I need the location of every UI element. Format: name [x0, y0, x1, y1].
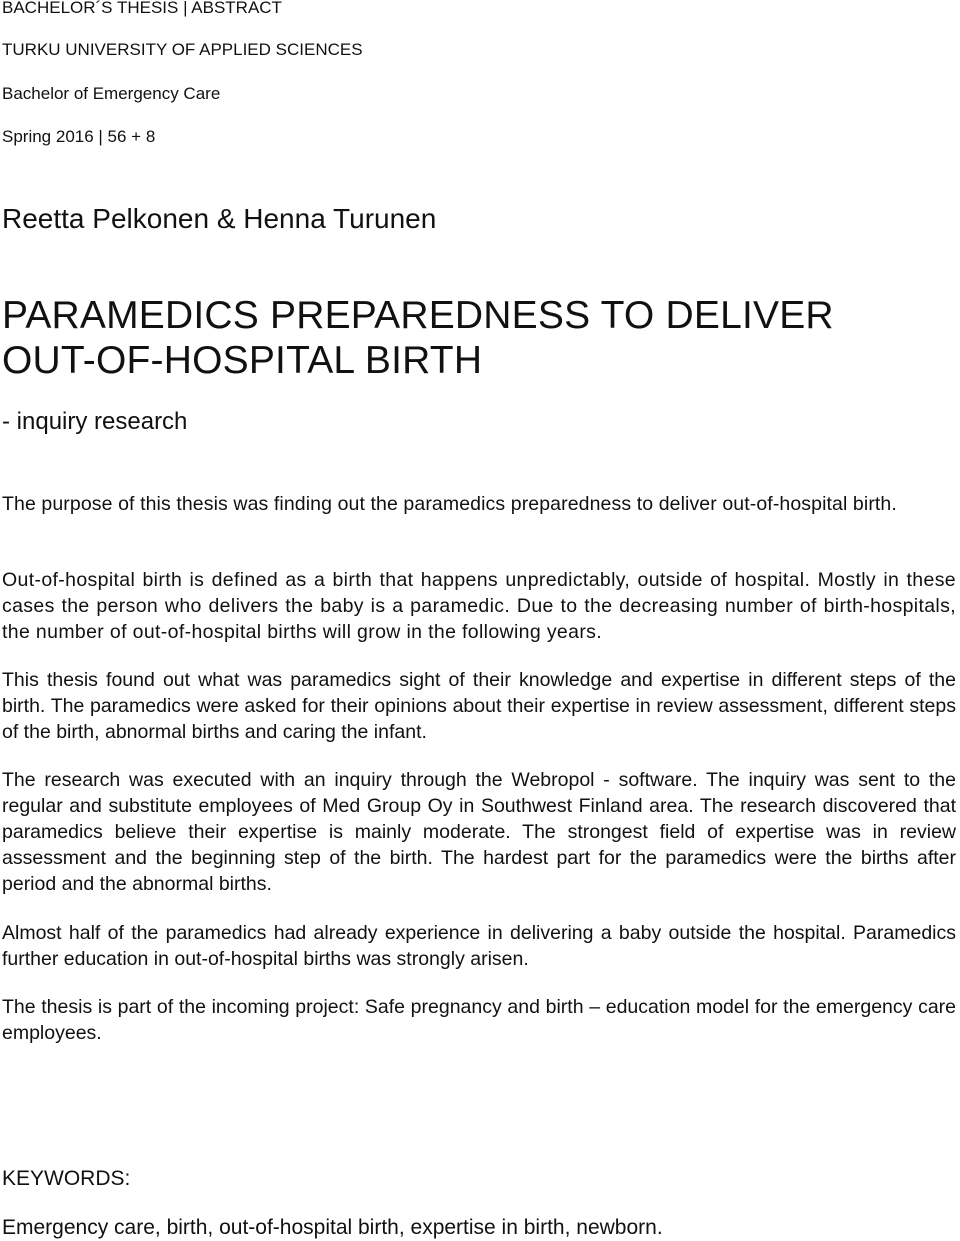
title-line-1: PARAMEDICS PREPAREDNESS TO DELIVER	[2, 294, 834, 337]
abstract-paragraph-3: This thesis found out what was paramedics sight of their knowledge and expertise in different steps of the birth. The paramedics were asked for their opinions about their expertise in review assessment, different steps of the birth, abnormal births and caring the infant.	[2, 669, 956, 743]
abstract-paragraph-4: The research was executed with an inquiry through the Webropol - software. The inquiry was sent to the regular and substitute employees of Med Group Oy in Southwest Finland area. The research discovered that paramedics believe their expertise is mainly moderate. The strongest field of expertise was in review assessment and the beginning step of the birth. The hardest part for the paramedics were the births after period and the abnormal births.	[2, 769, 956, 895]
abstract-paragraph-6: The thesis is part of the incoming project: Safe pregnancy and birth – education model for the emergency care employees.	[2, 996, 956, 1044]
keywords-label: KEYWORDS:	[2, 1167, 131, 1190]
abstract-paragraph-5: Almost half of the paramedics had already experience in delivering a baby outside the hospital. Paramedics further education in out-of-hospital births was strongly arisen.	[2, 922, 956, 970]
term-and-pages: Spring 2016 | 56 + 8	[2, 127, 156, 146]
subtitle: - inquiry research	[2, 408, 188, 435]
abstract-paragraph-1: The purpose of this thesis was finding out the paramedics preparedness to deliver out-of-hospital birth.	[2, 493, 897, 515]
abstract-paragraph-2: Out-of-hospital birth is defined as a birth that happens unpredictably, outside of hospital. Mostly in these cases the person who delivers the baby is a paramedic. Due to the decreasing number of birth-hospitals, the number of out-of-hospital births will grow in the following years.	[2, 569, 956, 643]
institution: TURKU UNIVERSITY OF APPLIED SCIENCES	[2, 40, 363, 59]
authors: Reetta Pelkonen & Henna Turunen	[2, 203, 437, 234]
keywords-list: Emergency care, birth, out-of-hospital birth, expertise in birth, newborn.	[2, 1216, 663, 1239]
degree-programme: Bachelor of Emergency Care	[2, 84, 221, 103]
title-line-2: OUT-OF-HOSPITAL BIRTH	[2, 339, 483, 382]
document-type: BACHELOR´S THESIS | ABSTRACT	[2, 0, 282, 17]
